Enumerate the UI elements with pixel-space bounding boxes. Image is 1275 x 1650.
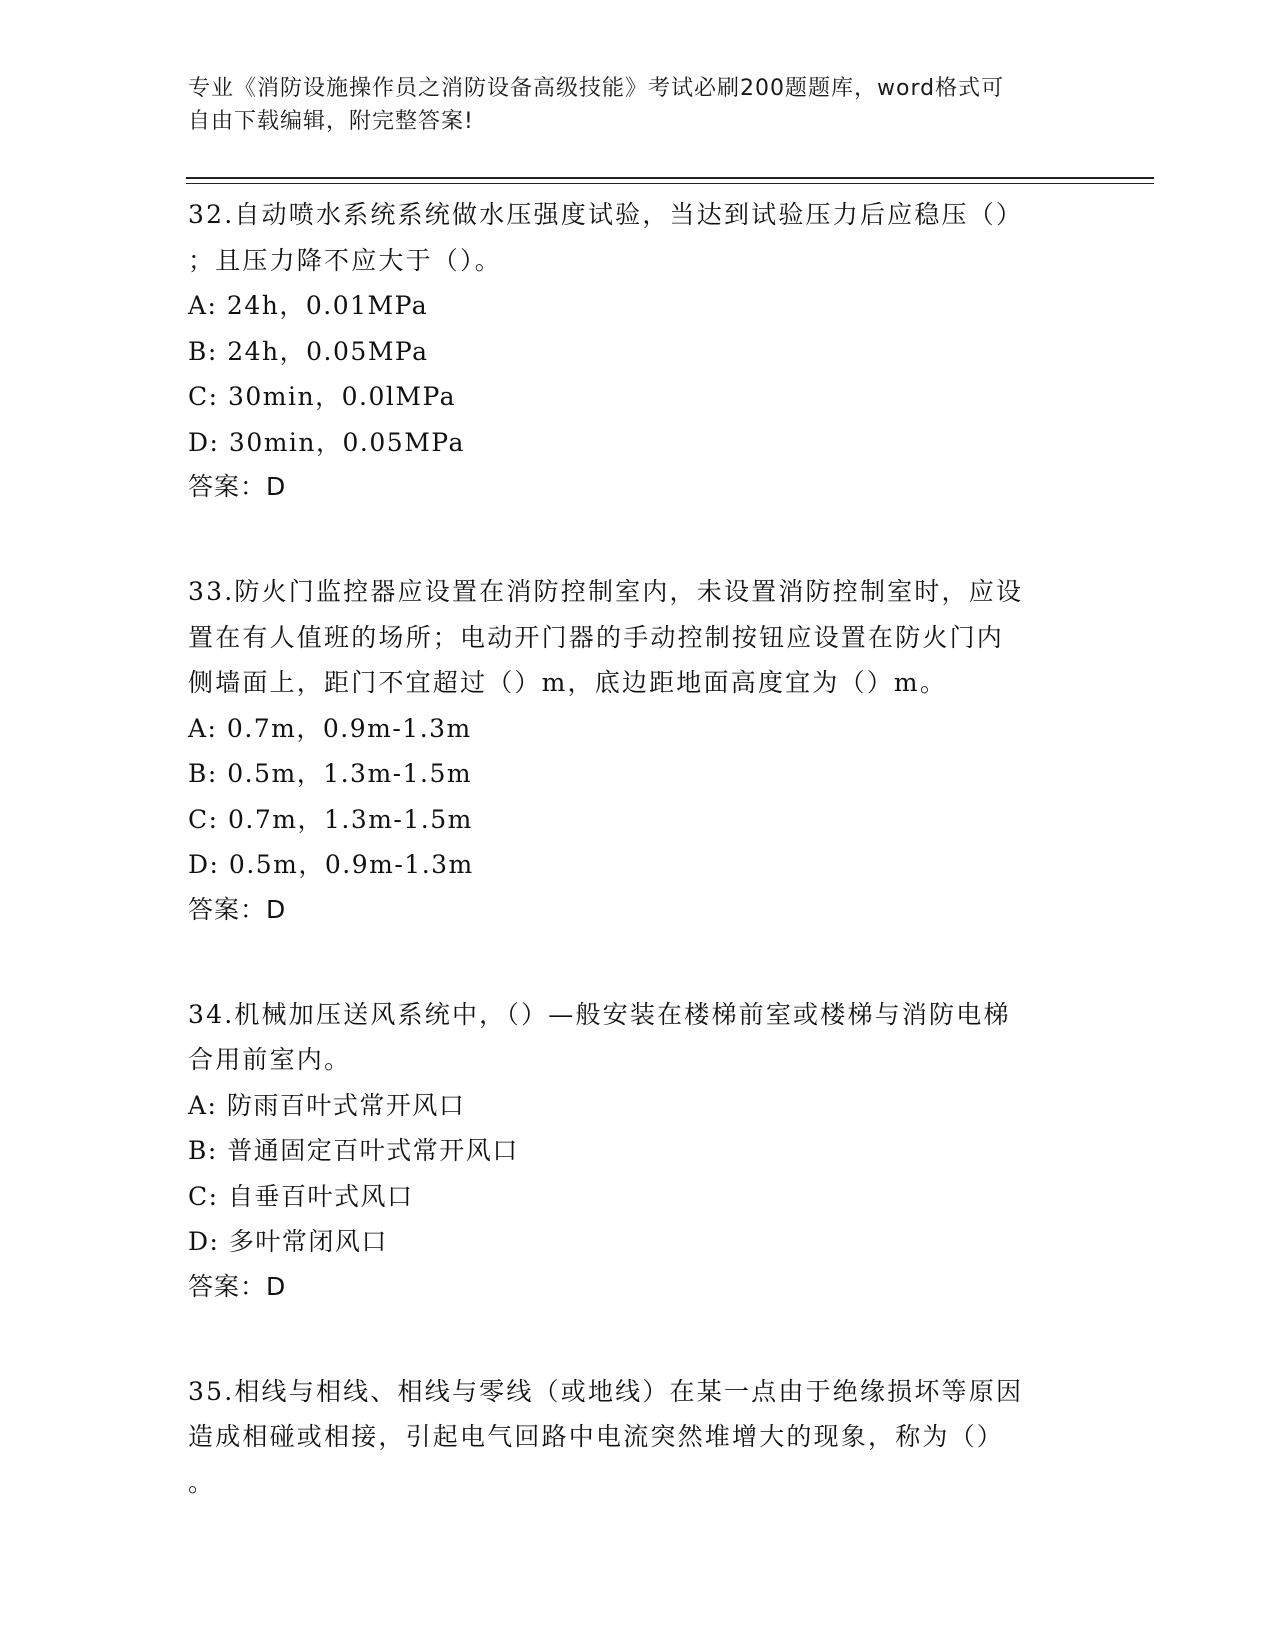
option-c: C: 自垂百叶式风口 xyxy=(188,1181,414,1211)
answer-line: 答案：D xyxy=(188,894,287,924)
option-a: A: 防雨百叶式常开风口 xyxy=(188,1090,466,1120)
question-text-line: 32.自动喷水系统系统做水压强度试验，当达到试验压力后应稳压（） xyxy=(188,200,1024,229)
option-d: D: 30min，0.05MPa xyxy=(188,427,465,457)
question-text-line: 。 xyxy=(188,1467,216,1497)
question-text-line: 34.机械加压送风系统中，（）—般安装在楼梯前室或楼梯与消防电梯 xyxy=(188,999,1011,1029)
question-gap xyxy=(188,1309,1088,1369)
question-text-line: 侧墙面上，距门不宜超过（）m，底边距地面高度宜为（）m。 xyxy=(188,668,948,697)
option-a: A: 0.7m，0.9m-1.3m xyxy=(188,713,472,743)
document-header xyxy=(188,72,1088,138)
question-list xyxy=(188,192,1088,1505)
question-text-line: 造成相碰或相接，引起电气回路中电流突然堆增大的现象，称为（） xyxy=(188,1422,1005,1451)
header-line-2: 自由下载编辑，附完整答案! xyxy=(188,109,474,134)
question-35 xyxy=(188,1369,1088,1506)
question-text-line: 置在有人值班的场所；电动开门器的手动控制按钮应设置在防火门内 xyxy=(188,622,1005,652)
option-b: B: 24h，0.05MPa xyxy=(188,336,429,366)
option-b: B: 0.5m，1.3m-1.5m xyxy=(188,759,473,788)
question-gap xyxy=(188,932,1088,992)
header-rule-thin xyxy=(186,183,1154,184)
question-text-line: 合用前室内。 xyxy=(188,1045,352,1074)
option-d: D: 0.5m，0.9m-1.3m xyxy=(188,850,474,879)
question-33 xyxy=(188,569,1088,932)
option-c: C: 30min，0.0lMPa xyxy=(188,382,457,411)
option-b: B: 普通固定百叶式常开风口 xyxy=(188,1136,519,1165)
header-rule-thick xyxy=(186,177,1154,179)
question-32 xyxy=(188,192,1088,509)
option-d: D: 多叶常闭风口 xyxy=(188,1227,388,1256)
question-text-line: 33.防火门监控器应设置在消防控制室内，未设置消防控制室时，应设 xyxy=(188,577,1024,606)
header-line-1: 专业《消防设施操作员之消防设备高级技能》考试必刷200题题库，word格式可 xyxy=(188,76,1005,101)
option-a: A: 24h，0.01MPa xyxy=(188,291,429,320)
question-text-line: ；且压力降不应大于（）。 xyxy=(188,245,502,275)
answer-line: 答案：D xyxy=(188,472,287,501)
question-34 xyxy=(188,992,1088,1309)
question-gap xyxy=(188,509,1088,569)
option-c: C: 0.7m，1.3m-1.5m xyxy=(188,804,473,834)
answer-line: 答案：D xyxy=(188,1271,287,1301)
question-text-line: 35.相线与相线、相线与零线（或地线）在某一点由于绝缘损坏等原因 xyxy=(188,1376,1024,1406)
